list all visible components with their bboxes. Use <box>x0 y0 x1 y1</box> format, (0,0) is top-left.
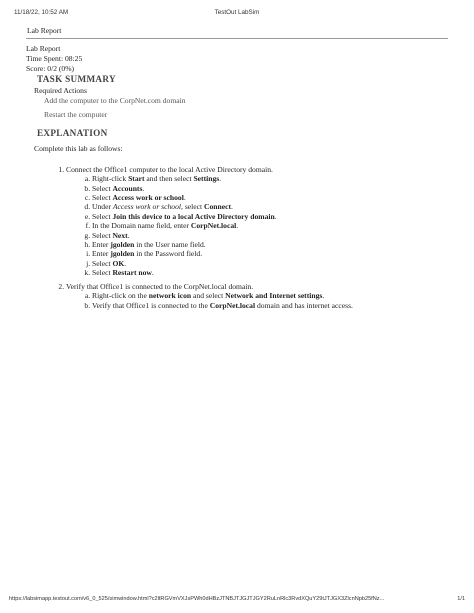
bold-text: jgolden <box>110 240 135 250</box>
text-run: . <box>151 268 154 278</box>
bold-text: Connect <box>204 202 231 212</box>
substep-item <box>92 212 448 221</box>
explanation-intro: Complete this lab as follows: <box>34 144 123 154</box>
print-header <box>14 9 460 21</box>
task-item-restart: Restart the computer <box>44 110 108 119</box>
task-item-add-domain: Add the computer to the CorpNet.com domain <box>44 95 186 105</box>
italic-text: Access work or school <box>112 202 182 212</box>
substep-list <box>66 174 448 277</box>
text-run: Enter <box>92 240 111 250</box>
text-run: Connect the Office1 computer to the local Active Directory domain. <box>66 164 273 174</box>
bold-text: Join this device to a local Active Directory domain <box>112 211 275 221</box>
step-item <box>66 165 448 278</box>
lab-report-page <box>26 26 448 310</box>
bold-text: Restart now <box>112 268 152 278</box>
text-run: Verify that Office1 is connected to the CorpNet.local domain. <box>66 281 254 291</box>
substep-item <box>92 231 448 240</box>
text-run: . <box>142 183 145 193</box>
print-page-number: 1/1 <box>457 596 465 602</box>
text-run: . <box>219 174 222 184</box>
text-run: . <box>322 291 325 301</box>
text-run: domain and has internet access. <box>255 300 353 310</box>
text-run: In the Domain name field, enter <box>92 221 191 231</box>
text-run: . <box>274 211 277 221</box>
bold-text: OK <box>112 258 125 268</box>
print-url: https://labsimapp.testout.com/v6_0_525/simwindow.html?c2ltRGVmVXJsPWh0dHBzJTNBJTJGJTJGY2RuLnRlc3RvdXQuY29tJTJGX3ZlcnNpb25fNz... <box>9 596 385 602</box>
print-page-title: TestOut LabSim <box>214 9 260 16</box>
bold-text: Start <box>128 174 145 184</box>
text-run: Right-click <box>92 174 129 184</box>
step-text <box>66 165 273 174</box>
text-run: Verify that Office1 is connected to the <box>92 300 210 310</box>
bold-text: Accounts <box>112 183 143 193</box>
text-run: and select <box>191 291 226 301</box>
substep-list <box>66 291 448 310</box>
text-run: Select <box>92 268 113 278</box>
substep-item <box>92 202 448 211</box>
bold-text: Network and Internet settings <box>225 291 323 301</box>
report-info <box>26 44 448 73</box>
bold-text: Settings <box>193 174 220 184</box>
substep-item <box>92 174 448 183</box>
text-run: Select <box>92 211 113 221</box>
required-actions-label: Required Actions <box>34 86 87 96</box>
substep-item <box>92 249 448 258</box>
bold-text: network icon <box>148 291 192 301</box>
text-run: in the User name field. <box>134 240 206 250</box>
page-label: Lab Report <box>27 26 62 35</box>
step-item <box>66 282 448 310</box>
print-footer <box>9 596 465 606</box>
substep-item <box>92 184 448 193</box>
bold-text: CorpNet.local <box>209 300 256 310</box>
substep-item <box>92 240 448 249</box>
text-run: Right-click on the <box>92 291 149 301</box>
text-run: Select <box>92 193 113 203</box>
substep-item <box>92 259 448 268</box>
substep-item <box>92 193 448 202</box>
text-run: in the Password field. <box>134 249 203 259</box>
bold-text: CorpNet.local <box>190 221 237 231</box>
bold-text: Access work or school <box>112 193 184 203</box>
step-text <box>66 282 253 291</box>
header-divider <box>26 38 448 39</box>
print-datetime: 11/18/22, 10:52 AM <box>14 9 69 16</box>
text-run: Select <box>92 258 113 268</box>
text-run: Enter <box>92 249 111 259</box>
text-run: Select <box>92 183 113 193</box>
text-run: . <box>127 230 130 240</box>
task-summary-heading: TASK SUMMARY <box>37 74 116 85</box>
text-run: Under <box>92 202 113 212</box>
substep-item <box>92 291 448 300</box>
time-spent: Time Spent: 08:25 <box>26 54 83 63</box>
score: Score: 0/2 (0%) <box>26 63 75 73</box>
bold-text: Next <box>112 230 128 240</box>
substep-item <box>92 301 448 310</box>
report-heading: Lab Report <box>26 44 61 54</box>
text-run: and then select <box>144 174 194 184</box>
text-run: . <box>231 202 233 212</box>
steps-list <box>26 165 448 310</box>
text-run: . <box>236 221 239 231</box>
bold-text: jgolden <box>110 249 135 259</box>
substep-item <box>92 221 448 230</box>
text-run: . <box>124 258 127 268</box>
explanation-heading: EXPLANATION <box>37 128 108 139</box>
substep-item <box>92 268 448 277</box>
text-run: Select <box>92 230 113 240</box>
text-run: , select <box>181 202 204 212</box>
text-run: . <box>183 193 186 203</box>
